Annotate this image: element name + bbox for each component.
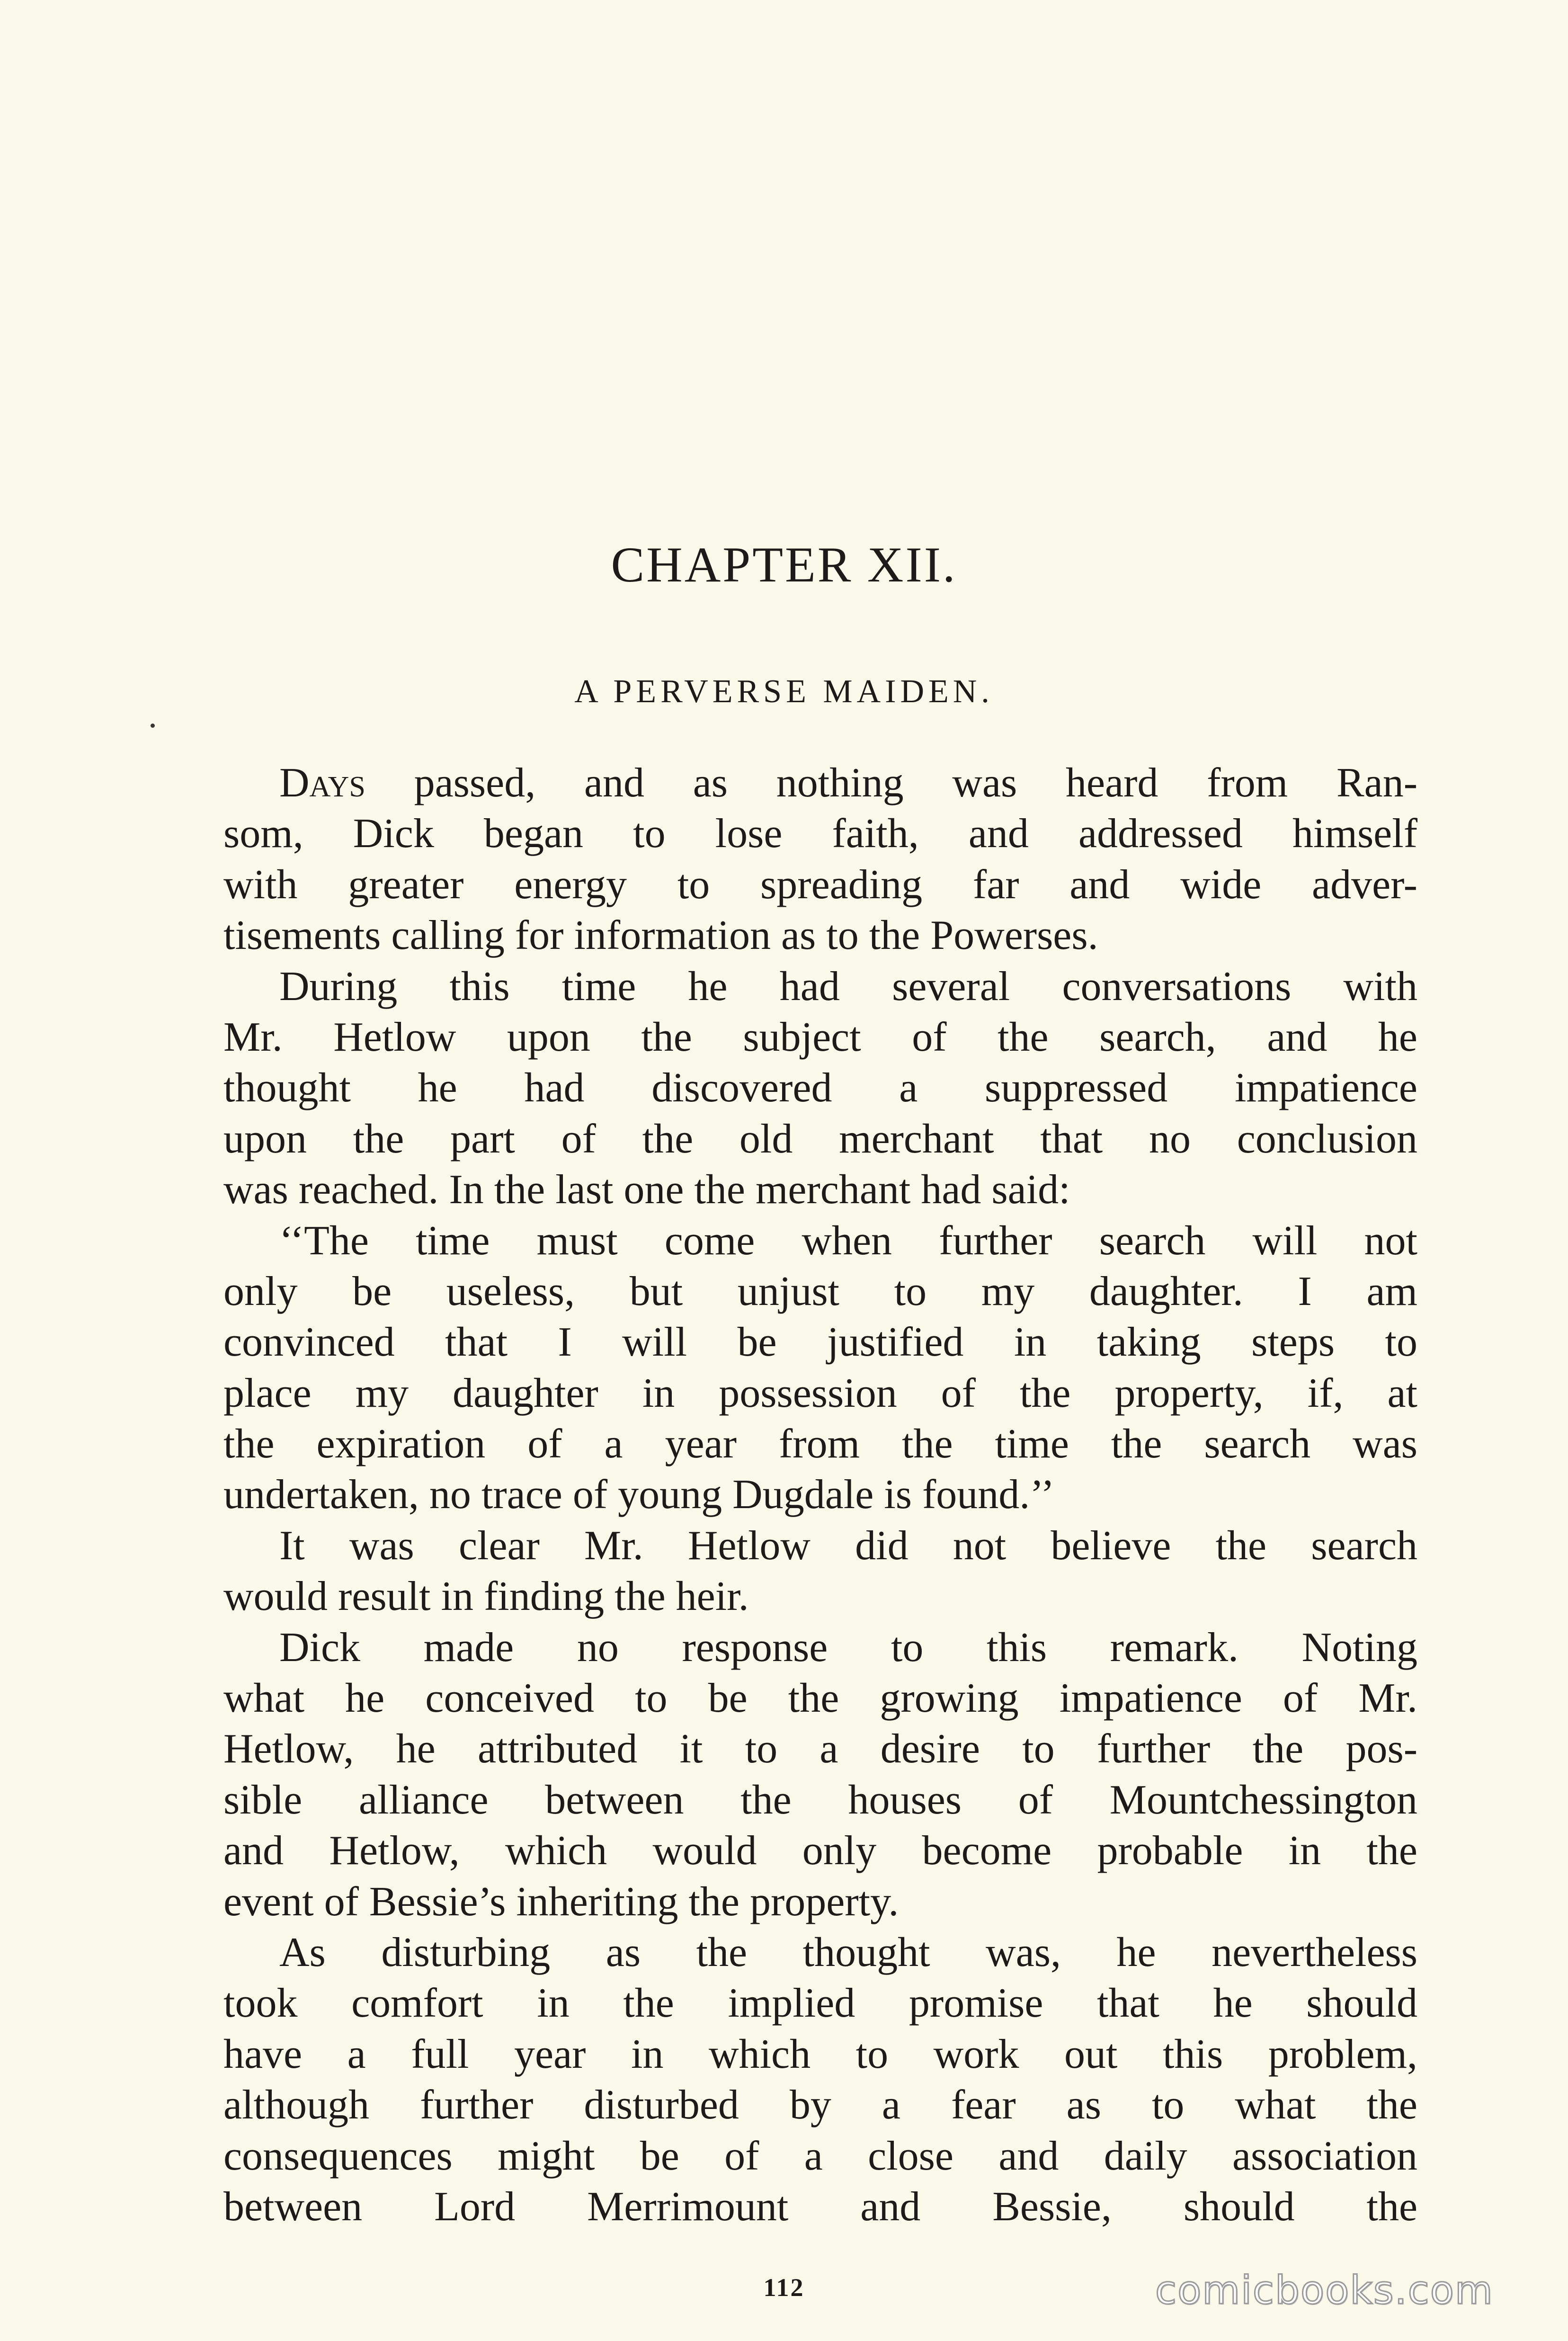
text-line: som, Dick began to lose faith, and addressed himself bbox=[223, 811, 1417, 857]
text-line: have a full year in which to work out this problem, bbox=[223, 2031, 1417, 2077]
text-line: what he conceived to be the growing impatience of Mr. bbox=[223, 1675, 1417, 1722]
text-line: event of Bessie’s inheriting the property. bbox=[223, 1878, 899, 1925]
dropcap-word: Days bbox=[279, 760, 365, 806]
text-line: tisements calling for information as to the Powerses. bbox=[223, 912, 1098, 959]
text-line: would result in finding the heir. bbox=[223, 1573, 749, 1620]
text-line: upon the part of the old merchant that no conclusion bbox=[223, 1116, 1417, 1162]
text-line: place my daughter in possession of the property, if, at bbox=[223, 1370, 1417, 1416]
body-text bbox=[223, 758, 1417, 2232]
text-line: between Lord Merrimount and Bessie, should the bbox=[223, 2183, 1417, 2230]
watermark: comicbooks.com bbox=[1155, 2268, 1494, 2313]
text-line: thought he had discovered a suppressed impatience bbox=[223, 1065, 1417, 1111]
text-line: During this time he had several conversations with bbox=[279, 963, 1417, 1010]
text-line: convinced that I will be justified in taking steps to bbox=[223, 1319, 1417, 1366]
text-line: As disturbing as the thought was, he nevertheless bbox=[279, 1929, 1417, 1975]
text-line: only be useless, but unjust to my daughter. I am bbox=[223, 1268, 1417, 1314]
chapter-heading: CHAPTER XII. bbox=[611, 537, 957, 592]
ink-speck bbox=[151, 724, 155, 728]
text-line: Hetlow, he attributed it to a desire to further the pos- bbox=[223, 1726, 1417, 1772]
text-line: was reached. In the last one the merchant had said: bbox=[223, 1167, 1070, 1213]
text-line: consequences might be of a close and daily association bbox=[223, 2133, 1417, 2179]
text-line: Dick made no response to this remark. Noting bbox=[279, 1624, 1417, 1671]
text-line: although further disturbed by a fear as to what the bbox=[223, 2082, 1417, 2128]
text-line: It was clear Mr. Hetlow did not believe the search bbox=[279, 1522, 1417, 1569]
text-line: ‘‘The time must come when further search will not bbox=[279, 1217, 1417, 1264]
text-line: the expiration of a year from the time the search was bbox=[223, 1421, 1417, 1467]
text-line: Days passed, and as nothing was heard from Ran- bbox=[279, 760, 1417, 806]
text-line: took comfort in the implied promise that he should bbox=[223, 1980, 1417, 2027]
text-line: undertaken, no trace of young Dugdale is found.’’ bbox=[223, 1472, 1055, 1518]
text-line: sible alliance between the houses of Mountchessington bbox=[223, 1777, 1417, 1823]
page-number: 112 bbox=[763, 2273, 805, 2302]
text-line: and Hetlow, which would only become probable in the bbox=[223, 1828, 1417, 1874]
chapter-subtitle: A PERVERSE MAIDEN. bbox=[574, 673, 994, 710]
text-line: Mr. Hetlow upon the subject of the search, and he bbox=[223, 1014, 1417, 1060]
text-line: with greater energy to spreading far and wide adver- bbox=[223, 861, 1417, 908]
